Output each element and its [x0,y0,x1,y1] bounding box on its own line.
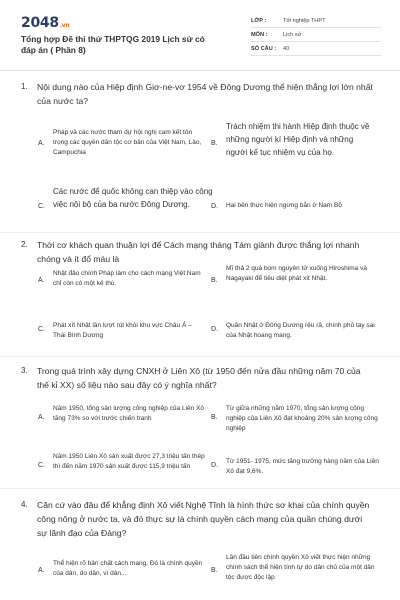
meta-label: LỚP : [251,17,267,24]
option-text: Năm 1950 Liên Xô sản xuất được 27,3 triệu tấn thép thì đến năm 1970 sản xuất được 115,9 triệu tấn [53,453,205,470]
option-text: Hai bên thực hiện ngừng bắn ở Nam Bộ [226,202,342,209]
meta-row-count [251,42,381,56]
option-letter: B. [211,277,218,284]
option-text: Từ giữa những năm 1970, tổng sản lượng công nghiệp của Liên Xô đạt khoảng 20% sản lượng công nghiệp [226,405,378,432]
meta-value: 40 [283,45,290,52]
question-separator [0,356,400,357]
question-number: 1. [21,82,28,91]
option-text: Từ 1951- 1975, mức tăng trưởng hàng năm của Liên Xô đạt 9,6%. [226,458,379,475]
logo-suffix: .vn [59,22,70,29]
question-number: 3. [21,366,28,375]
option-letter: C. [38,462,45,469]
option-text: Quân Nhật ở Đông Dương rệu rã, chính phủ tay sai của Nhật hoang mang. [226,322,375,339]
option-text: Thể hiện rõ bản chất cách mạng. Đó là chính quyền của dân, do dân, vì dân... [53,560,203,577]
option-text: Trách nhiệm thi hành Hiệp định thuộc về những người kí Hiệp định và những người kế tục nhiệm vụ của họ. [226,122,370,157]
option-text: Nhật đảo chính Pháp làm cho cách mạng Việt Nam chỉ còn có một kẻ thù. [53,270,201,287]
question-separator [0,232,400,233]
question-number: 4. [21,500,28,509]
question-text: Trong quá trình xây dựng CNXH ở Liên Xô (từ 1950 đến nửa đầu những năm 70 của thế kỉ XX) số liệu nào sau đây có ý nghĩa nhất? [37,366,361,390]
option-letter: B. [211,414,218,421]
option-letter: C. [38,203,45,210]
header-divider [0,70,400,71]
document-title: Tổng hợp Đề thi thử THPTQG 2019 Lịch sử có đáp án ( Phần 8) [21,34,205,55]
question-text: Căn cứ vào đâu để khẳng định Xô viết Nghệ Tĩnh là hình thức sơ khai của chính quyền công nông ở nước ta, và đó thực sự là chính quyền cách mạng của quần chúng dưới sự lãnh đạo của Đảng? [37,500,370,538]
meta-row-class [251,14,381,28]
question-number: 2. [21,240,28,249]
meta-label: SỐ CÂU : [251,45,277,52]
option-letter: A. [38,140,45,147]
option-letter: D. [211,203,218,210]
option-letter: A. [38,567,45,574]
meta-value: Tốt nghiệp THPT [283,17,326,24]
meta-label: MÔN : [251,31,268,38]
meta-value: Lịch sử [283,31,302,38]
meta-row-subject [251,28,381,42]
question-separator [0,488,400,489]
option-text: Mĩ thả 2 quả bom nguyên tử xuống Hiroshima và Nagayaki để tiêu diệt phát xít Nhật. [226,265,367,282]
question-text: Thời cơ khách quan thuận lợi để Cách mạng tháng Tám giành được thắng lợi nhanh chóng và ít đổ máu là [37,240,360,264]
logo-main: 2048 [21,15,59,31]
option-letter: D. [211,462,218,469]
question-text: Nội dung nào của Hiệp định Giơ-ne-vơ 1954 về Đông Dương thể hiện thắng lợi lớn nhất của nước ta? [37,82,373,106]
option-text: Pháp và các nước tham dự hội nghị cam kết tôn trọng các quyền dân tộc cơ bản của Việt Nam, Lào, Campuchia [53,129,202,156]
option-text: Năm 1950, tổng sản lượng công nghiệp của Liên Xô tăng 73% so với trước chiến tranh [53,405,204,422]
option-letter: D. [211,326,218,333]
option-letter: A. [38,277,45,284]
document-meta [251,14,381,56]
option-text: Lần đầu tiên chính quyền Xô viết thực hiện những chính sách thể hiện tính tự do dân chủ của một dân tộc được độc lập [226,554,375,581]
option-letter: C. [38,326,45,333]
option-letter: B. [211,140,218,147]
option-letter: A. [38,414,45,421]
option-letter: B. [211,567,218,574]
site-logo[interactable] [21,15,69,31]
option-text: Các nước để quốc không can thiệp vào công việc nội bộ của ba nước Đông Dương. [53,187,213,209]
option-text: Phát xít Nhật lần lượt rút khỏi khu vực Châu Á – Thái Bình Dương [53,322,192,339]
document-header [0,0,400,70]
